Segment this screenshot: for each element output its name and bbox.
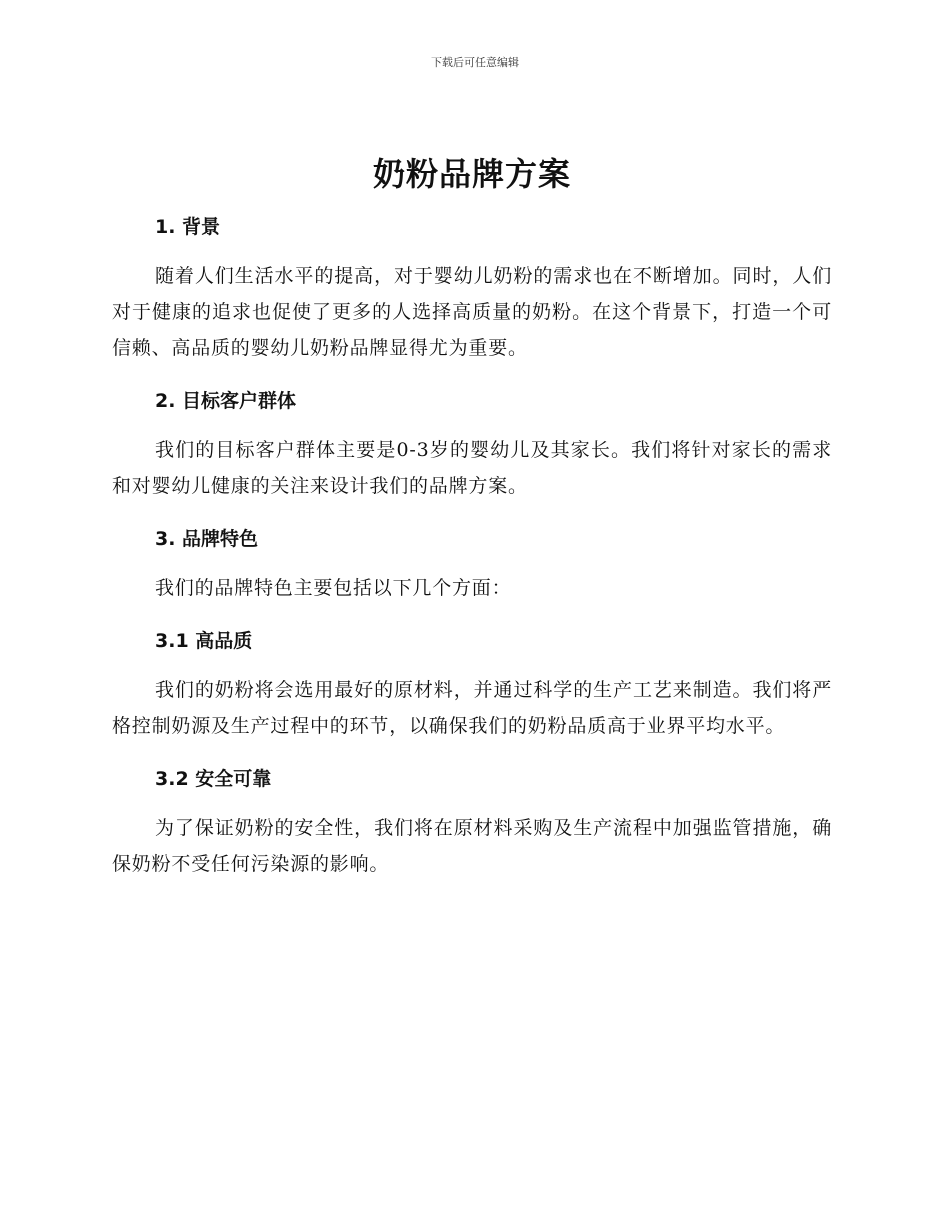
- section-heading: 3.1 高品质: [155, 630, 253, 652]
- section-paragraph: 我们的品牌特色主要包括以下几个方面：: [155, 577, 512, 599]
- page-header: 下载后可任意编辑: [431, 56, 519, 69]
- section-heading: 3. 品牌特色: [155, 528, 259, 550]
- section-high-quality: [112, 626, 832, 744]
- section-heading: 2. 目标客户群体: [155, 390, 297, 412]
- document-title: 奶粉品牌方案: [372, 155, 571, 193]
- section-brand-features: [112, 524, 832, 606]
- section-paragraph: 为了保证奶粉的安全性，我们将在原材料采购及生产流程中加强监管措施，确保奶粉不受任何污染源的影响。: [112, 817, 832, 875]
- section-paragraph: 我们的目标客户群体主要是0-3岁的婴幼儿及其家长。我们将针对家长的需求和对婴幼儿健康的关注来设计我们的品牌方案。: [112, 439, 832, 497]
- section-paragraph: 随着人们生活水平的提高，对于婴幼儿奶粉的需求也在不断增加。同时，人们对于健康的追求也促使了更多的人选择高质量的奶粉。在这个背景下，打造一个可信赖、高品质的婴幼儿奶粉品牌显得尤为重要。: [112, 265, 832, 359]
- section-safety: [112, 764, 832, 882]
- section-paragraph: 我们的奶粉将会选用最好的原材料，并通过科学的生产工艺来制造。我们将严格控制奶源及生产过程中的环节，以确保我们的奶粉品质高于业界平均水平。: [112, 679, 832, 737]
- section-heading: 1. 背景: [155, 216, 221, 238]
- section-heading: 3.2 安全可靠: [155, 768, 272, 790]
- document-body: [112, 146, 832, 882]
- section-target-customers: [112, 386, 832, 504]
- section-background: [112, 212, 832, 366]
